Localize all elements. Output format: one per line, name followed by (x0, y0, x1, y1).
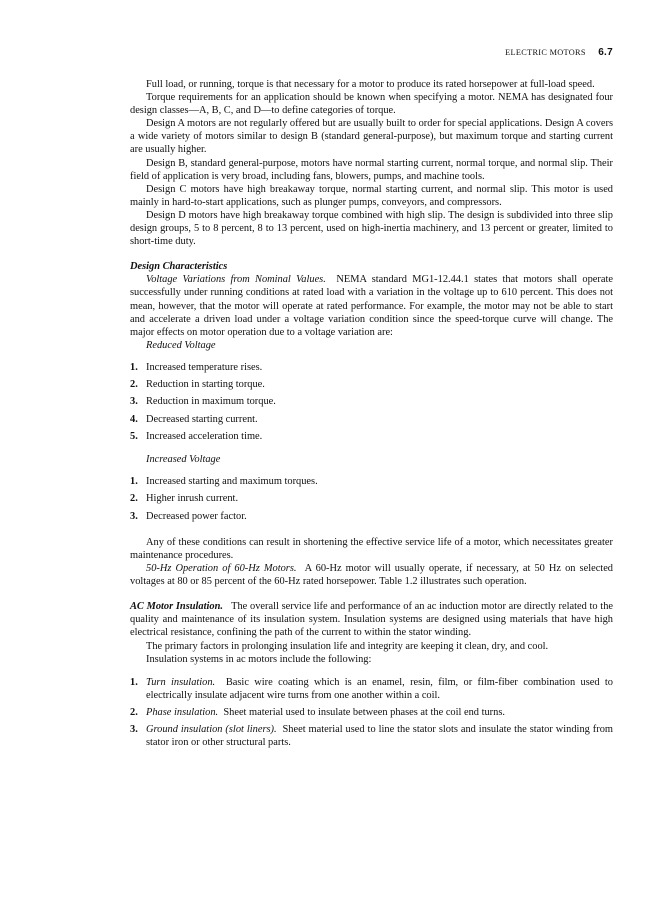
list-item: 2. Reduction in starting torque. (130, 379, 265, 391)
run-in-heading: Voltage Variations from Nominal Values. (146, 274, 326, 286)
running-title: ELECTRIC MOTORS (505, 48, 586, 57)
increased-voltage-list (130, 475, 613, 523)
insulation-list (130, 676, 613, 750)
paragraph: Design D motors have high breakaway torque combined with high slip. The design is subdivided into three slip design groups, 5 to 8 percent, 8 to 13 percent, used on high-inertia machinery, and 13 percent or greater, limited to short-time duty. (130, 209, 613, 248)
paragraph: Any of these conditions can result in shortening the effective service life of a motor, which necessitates greater maintenance procedures. (130, 536, 613, 561)
reduced-voltage-list (130, 361, 613, 443)
paragraph: Design C motors have high breakaway torque, normal starting current, and normal slip. This motor is used mainly in hard-to-start applications, such as plunger pumps, conveyors, and compressors. (130, 183, 613, 208)
paragraph (130, 273, 613, 338)
running-header (130, 46, 613, 59)
list-item: 3. Ground insulation (slot liners). Sheet material used to line the stator slots and insulate the stator winding from stator iron or other structural parts. (130, 724, 613, 749)
list-item: 4. Decreased starting current. (130, 413, 258, 425)
paragraph-text: NEMA standard MG1-12.44.1 states that motors shall operate successfully under running conditions at rated load with a variation in the voltage up to 610 percent. This does not mean, however, that the motor will operate at rated performance. For example, the motor may not be able to start and accelerate a driven load under a voltage variation condition since the speed-torque curve will change. The major effects on motor operation due to a voltage variation are: (130, 274, 613, 338)
paragraph (130, 600, 613, 639)
list-label: Reduced Voltage (146, 339, 216, 351)
paragraph: The primary factors in prolonging insulation life and integrity are keeping it clean, dry, and cool. (146, 640, 549, 652)
list-item: 2. Higher inrush current. (130, 493, 239, 505)
list-item: 3. Decreased power factor. (130, 510, 247, 522)
paragraph: Insulation systems in ac motors include the following: (146, 653, 372, 665)
list-item: 1. Increased temperature rises. (130, 361, 263, 373)
list-item: 5. Increased acceleration time. (130, 431, 263, 442)
paragraph: Design A motors are not regularly offered but are usually built to order for special applications. Design A covers a wide variety of motors similar to design B (standard general-purpose), but maximum torque and starting current are usually higher. (130, 118, 613, 156)
list-item: 1. Increased starting and maximum torques. (130, 476, 318, 488)
section-heading: Design Characteristics (130, 261, 228, 273)
paragraph: Design B, standard general-purpose, motors have normal starting current, normal torque, and normal slip. Their field of application is very broad, including fans, blowers, pumps, and machine tools. (130, 157, 613, 182)
paragraph-text: The overall service life and performance of an ac induction motor are directly related to the quality and maintenance of its insulation system. Insulation systems are designed using materials that have high electrical resistance, confining the path of the current to within the stator winding. (130, 601, 613, 639)
list-label: Increased Voltage (146, 454, 221, 466)
section-heading: AC Motor Insulation. (130, 601, 223, 613)
paragraph-text: A 60-Hz motor will usually operate, if necessary, at 50 Hz on selected voltages at 80 or 85 percent of the 60-Hz rated horsepower. Table 1.2 illustrates such operation. (130, 563, 613, 588)
run-in-heading: 50-Hz Operation of 60-Hz Motors. (146, 563, 297, 575)
page-body (130, 78, 613, 757)
paragraph: Full load, or running, torque is that necessary for a motor to produce its rated horsepower at full-load speed. (146, 79, 595, 90)
list-item: 2. Phase insulation. Sheet material used to insulate between phases at the coil end turns. (130, 707, 505, 719)
paragraph (130, 562, 613, 588)
paragraph: Torque requirements for an application should be known when specifying a motor. NEMA has designated four design classes—A, B, C, and D—to define categories of torque. (130, 92, 613, 117)
list-item: 3. Reduction in maximum torque. (130, 396, 276, 408)
page-number: 6.7 (598, 47, 613, 58)
list-item: 1. Turn insulation. Basic wire coating which is an enamel, resin, film, or film-fiber combination used to electrically insulate adjacent wire turns from one another within a coil. (130, 676, 613, 701)
